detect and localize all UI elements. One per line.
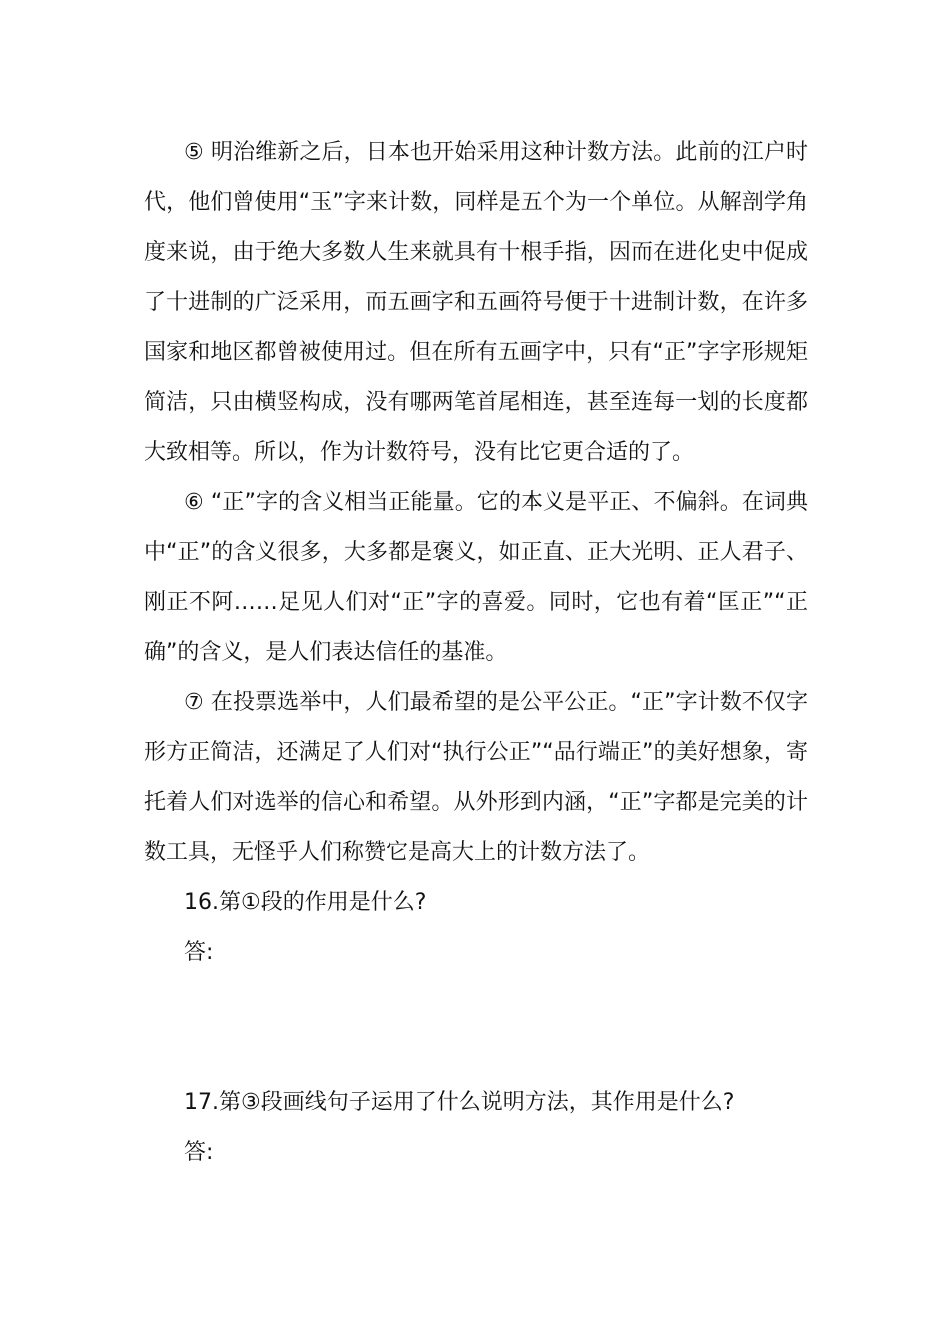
answer-17-space[interactable] — [144, 1178, 808, 1278]
paragraph-6: ⑥ “正”字的含义相当正能量。它的本义是平正、不偏斜。在词典中“正”的含义很多，大多都是褒义，如正直、正大光明、正人君子、刚正不阿……足见人们对“正”字的喜爱。同时，它也有着“匡正”“正确”的含义，是人们表达信任的基准。 — [144, 490, 808, 665]
answer-16-space[interactable] — [144, 978, 808, 1078]
question-17: 17.第③段画线句子运用了什么说明方法，其作用是什么? — [184, 1090, 735, 1115]
paragraph-5: ⑤ 明治维新之后，日本也开始采用这种计数方法。此前的江户时代，他们曾使用“玉”字来计数，同样是五个为一个单位。从解剖学角度来说，由于绝大多数人生来就具有十根手指，因而在进化史中促成了十进制的广泛采用，而五画字和五画符号便于十进制计数，在许多国家和地区都曾被使用过。但在所有五画字中，只有“正”字字形规矩简洁，只由横竖构成，没有哪两笔首尾相连，甚至连每一划的长度都大致相等。所以，作为计数符号，没有比它更合适的了。 — [144, 140, 808, 465]
answer-17-label: 答: — [184, 1140, 214, 1165]
document-content — [144, 128, 808, 1278]
answer-16-label: 答: — [184, 940, 214, 965]
question-16: 16.第①段的作用是什么? — [184, 890, 427, 915]
paragraph-7: ⑦ 在投票选举中，人们最希望的是公平公正。“正”字计数不仅字形方正简洁，还满足了人们对“执行公正”“品行端正”的美好想象，寄托着人们对选举的信心和希望。从外形到内涵，“正”字都是完美的计数工具，无怪乎人们称赞它是高大上的计数方法了。 — [144, 690, 808, 865]
